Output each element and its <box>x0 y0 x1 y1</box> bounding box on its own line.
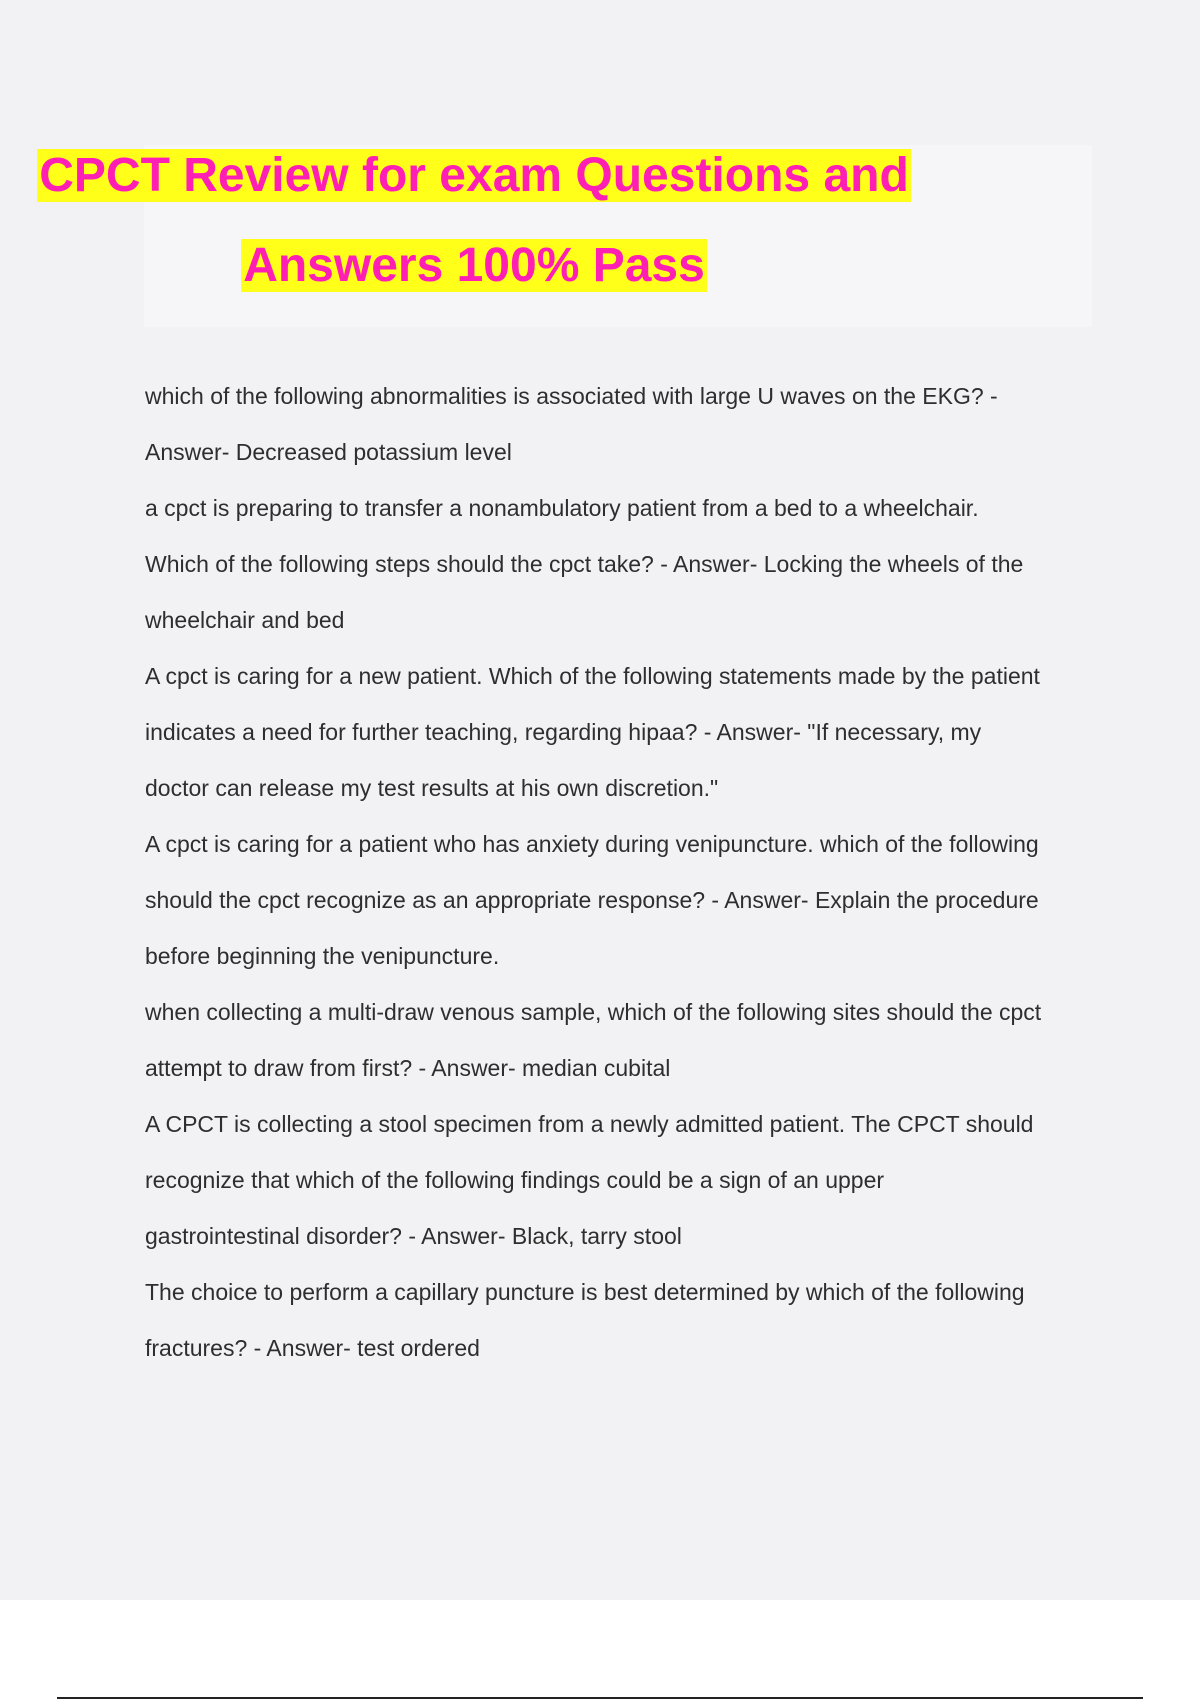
qa-line: A cpct is caring for a patient who has anxiety during venipuncture. which of the following <box>145 831 1039 857</box>
title-highlight-1: CPCT Review for exam Questions and <box>39 149 909 202</box>
qa-body <box>145 368 1095 1376</box>
qa-line: indicates a need for further teaching, regarding hipaa? - Answer- "If necessary, my <box>145 719 982 745</box>
qa-line: wheelchair and bed <box>145 607 345 633</box>
qa-line: fractures? - Answer- test ordered <box>145 1335 480 1361</box>
qa-line: should the cpct recognize as an appropriate response? - Answer- Explain the procedure <box>145 887 1039 913</box>
qa-line: A CPCT is collecting a stool specimen from a newly admitted patient. The CPCT should <box>145 1111 1034 1137</box>
qa-line: when collecting a multi-draw venous sample, which of the following sites should the cpct <box>145 999 1042 1025</box>
qa-line: A cpct is caring for a new patient. Which of the following statements made by the patient <box>145 663 1040 689</box>
qa-line: before beginning the venipuncture. <box>145 943 500 969</box>
qa-line: Which of the following steps should the cpct take? - Answer- Locking the wheels of the <box>145 551 1024 577</box>
qa-line: The choice to perform a capillary puncture is best determined by which of the following <box>145 1279 1025 1305</box>
title-highlight-2: Answers 100% Pass <box>243 239 705 292</box>
qa-line: a cpct is preparing to transfer a nonambulatory patient from a bed to a wheelchair. <box>145 495 979 521</box>
qa-line: doctor can release my test results at his own discretion." <box>145 775 719 801</box>
qa-line: gastrointestinal disorder? - Answer- Black, tarry stool <box>145 1223 682 1249</box>
footer-rule <box>57 1697 1143 1699</box>
qa-line: attempt to draw from first? - Answer- median cubital <box>145 1055 671 1081</box>
qa-line: which of the following abnormalities is associated with large U waves on the EKG? - <box>145 383 998 409</box>
document-title-line-1 <box>0 146 948 206</box>
qa-line: recognize that which of the following findings could be a sign of an upper <box>145 1167 885 1193</box>
qa-line: Answer- Decreased potassium level <box>145 439 512 465</box>
document-title-line-2 <box>0 236 948 296</box>
